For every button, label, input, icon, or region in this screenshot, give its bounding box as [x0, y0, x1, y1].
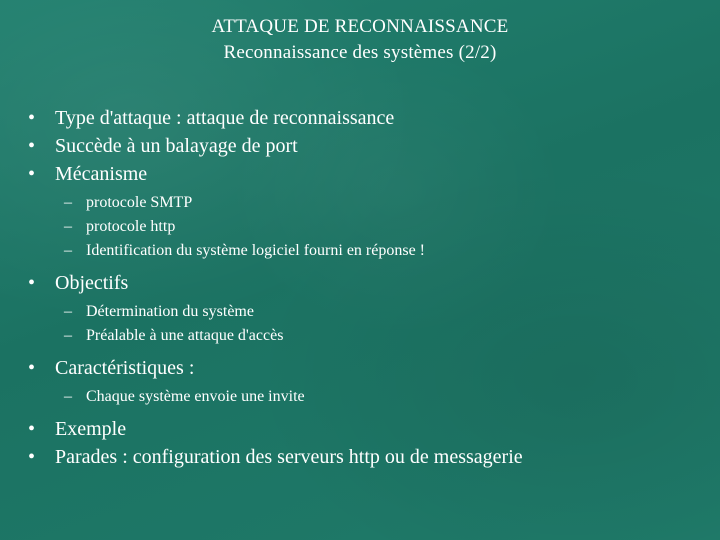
bullet-item — [28, 104, 708, 132]
sub-bullet-item — [28, 191, 708, 215]
bullet-item — [28, 415, 708, 443]
sub-bullet-text: protocole http — [86, 218, 176, 235]
bullet-text: Exemple — [55, 418, 127, 440]
sub-bullet-item — [28, 300, 708, 324]
bullet-item — [28, 132, 708, 160]
dash-icon: – — [64, 303, 72, 320]
sub-bullet-text: Détermination du système — [86, 303, 254, 320]
bullet-icon: • — [28, 135, 36, 157]
bullet-item — [28, 160, 708, 188]
sub-bullet-text: Identification du système logiciel fourni en réponse ! — [86, 242, 426, 259]
bullet-icon: • — [28, 418, 36, 440]
slide-subtitle: Reconnaissance des systèmes (2/2) — [223, 42, 497, 63]
dash-icon: – — [64, 242, 72, 259]
sub-bullet-list — [28, 382, 708, 415]
bullet-icon: • — [28, 163, 36, 185]
bullet-text: Parades : configuration des serveurs http ou de messagerie — [55, 446, 523, 468]
sub-bullet-item — [28, 324, 708, 348]
bullet-icon: • — [28, 272, 36, 294]
bullet-icon: • — [28, 357, 36, 379]
dash-icon: – — [64, 327, 72, 344]
sub-bullet-list — [28, 297, 708, 354]
sub-bullet-text: Préalable à une attaque d'accès — [86, 327, 284, 344]
bullet-text: Caractéristiques : — [55, 357, 195, 379]
sub-bullet-list — [28, 188, 708, 269]
bullet-item — [28, 269, 708, 297]
dash-icon: – — [64, 218, 72, 235]
dash-icon: – — [64, 388, 72, 405]
sub-bullet-text: protocole SMTP — [86, 194, 193, 211]
bullet-text: Objectifs — [55, 272, 129, 294]
title-block — [0, 14, 720, 66]
slide-title: ATTAQUE DE RECONNAISSANCE — [211, 16, 509, 37]
sub-bullet-text: Chaque système envoie une invite — [86, 388, 305, 405]
bullet-item — [28, 443, 708, 471]
sub-bullet-item — [28, 385, 708, 409]
bullet-text: Succède à un balayage de port — [55, 135, 298, 157]
bullet-item — [28, 354, 708, 382]
bullet-icon: • — [28, 446, 36, 468]
bullet-text: Mécanisme — [55, 163, 148, 185]
dash-icon: – — [64, 194, 72, 211]
sub-bullet-item — [28, 215, 708, 239]
bullet-list — [28, 104, 708, 471]
bullet-icon: • — [28, 107, 36, 129]
sub-bullet-item — [28, 239, 708, 263]
bullet-text: Type d'attaque : attaque de reconnaissance — [55, 107, 395, 129]
